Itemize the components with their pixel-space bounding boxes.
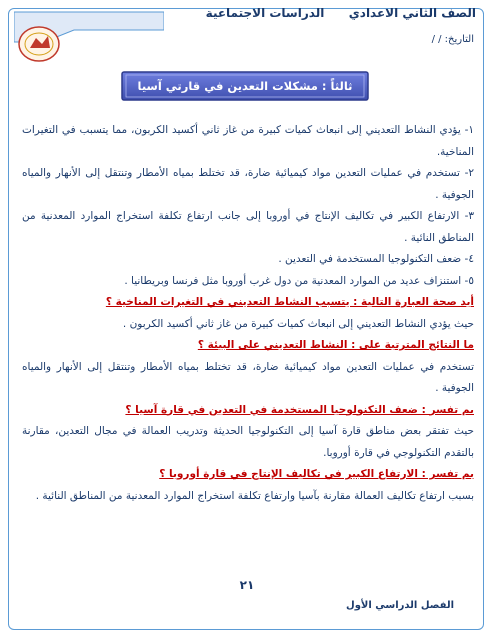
point-2: ٢- تستخدم في عمليات التعدين مواد كيميائية ضارة، قد تختلط بمياه الأمطار وتنتقل إلى الأنهار والمياه الجوفية . [22,167,474,201]
point-5: ٥- استنزاف عديد من الموارد المعدنية من دول غرب أوروبا مثل فرنسا وبريطانيا . [124,274,474,287]
answer-1: حيث يؤدي النشاط التعديني إلى انبعاث كميات كبيرة من غاز ثاني أكسيد الكربون . [122,317,474,330]
point-1: ١- يؤدي النشاط التعديني إلى انبعاث كميات كبيرة من غاز ثاني أكسيد الكربون، مما يتسبب في التغيرات المناخية. [22,124,474,158]
grade-title: الصف الثاني الاعدادي [348,6,476,20]
subject-title: الدراسات الاجتماعية [205,6,325,20]
section-title: ثالثاً : مشكلات التعدين في قارتي آسيا وأوروبا [137,79,353,125]
answer-4: بسبب ارتفاع تكاليف العمالة مقارنة بآسيا وارتفاع تكلفة استخراج الموارد المعدنية من المناطق النائية . [35,489,474,502]
school-seal-logo [16,24,62,64]
point-3: ٣- الارتفاع الكبير في تكاليف الإنتاج في أوروبا إلى جانب ارتفاع تكلفة استخراج الموارد المعدنية من المناطق النائية . [22,210,474,244]
answer-2: تستخدم في عمليات التعدين مواد كيميائية ضارة، قد تختلط بمياه الأمطار وتنتقل إلى الأنهار والمياه الجوفية . [22,360,474,394]
question-1: أيد صحة العبارة التالية : يتسبب النشاط التعديني في التغيرات المناخية ؟ [105,296,474,308]
date-label: التاريخ: / / [431,34,474,45]
question-2: ما النتائج المترتبة على : النشاط التعديني على البيئة ؟ [197,339,474,351]
content-body [22,120,474,507]
section-title-box [120,70,370,125]
page-number: ٢١ [239,578,255,592]
answer-3: حيث تفتقر بعض مناطق قارة آسيا إلى التكنولوجيا الحديثة وتدريب العمالة في مجال التعدين، مقارنة بالتقدم التكنولوجي في قارة أوروبا. [22,425,474,459]
question-3: بم تفسر : ضعف التكنولوجيا المستخدمة في التعدين في قارة آسيا ؟ [125,403,474,416]
question-4: بم تفسر : الارتفاع الكبير في تكاليف الإنتاج في قارة أوروبا ؟ [159,468,474,480]
point-4: ٤- ضعف التكنولوجيا المستخدمة في التعدين . [278,253,474,265]
term-label: الفصل الدراسي الأول [346,600,454,611]
